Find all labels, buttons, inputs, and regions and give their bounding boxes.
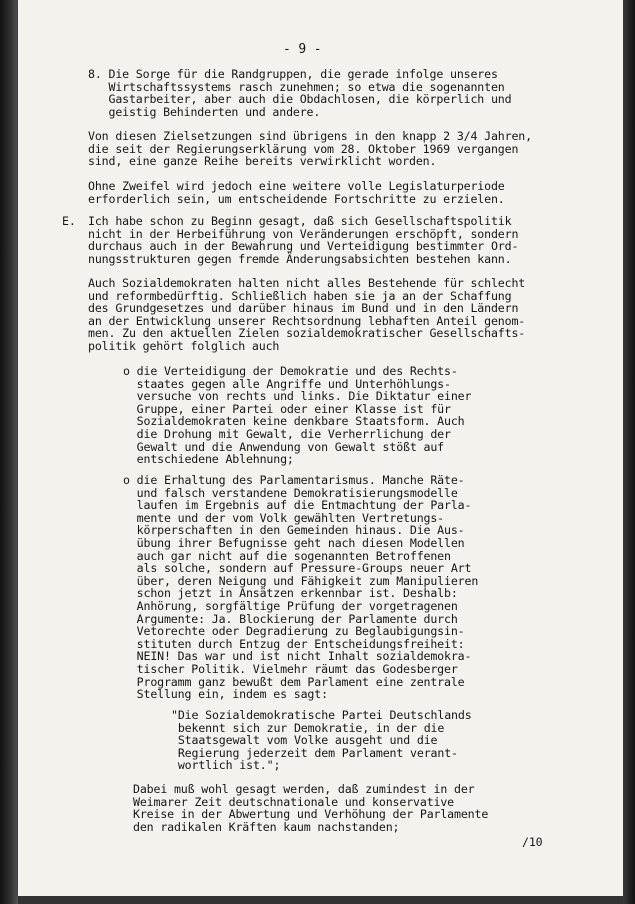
scan-bottom-edge [18, 896, 623, 904]
scan-left-edge [0, 0, 18, 904]
quote-godesberger-programm: "Die Sozialdemokratische Partei Deutschlands bekennt sich zur Demokratie, in der die Staatsgewalt vom Volke ausgeht und die Regierung jederzeit dem Parlament verant- wortlich ist."; [171, 708, 472, 773]
page-number: - 9 - [283, 42, 322, 57]
section-e-marker: E. [62, 214, 76, 228]
list-item-8: 8. Die Sorge für die Randgruppen, die gerade infolge unseres Wirtschaftssystems rasch zunehmen; so etwa die sogenannten Gastarbeiter, aber auch die Obdachlosen, die körperlich und geistig Behinderten und andere. [88, 67, 512, 119]
paragraph-sozialdemokraten: Auch Sozialdemokraten halten nicht alles Bestehende für schlecht und reformbedürftig. Schließlich haben sie ja an der Schaffung des Grundgesetzes und darüber hinaus im Bund und in den Ländern an der Entwicklung unserer Rechtsordnung lebhaften Anteil genom- men. Zu den aktuellen Zielen sozialdemokratischer Gesellschafts- politik gehört folglich auch [88, 276, 526, 353]
paragraph-zweifel: Ohne Zweifel wird jedoch eine weitere volle Legislaturperiode erforderlich sein, um entscheidende Fortschritte zu erzielen. [88, 179, 505, 206]
bullet-verteidigung-demokratie: o die Verteidigung der Demokratie und des Rechts- staates gegen alle Angriffe und Unterhöhlungs- versuche von rechts und links. Die Diktatur einer Gruppe, einer Partei oder einer Klasse ist für Sozialdemokraten keine denkbare Staatsform. Auch die Drohung mit Gewalt, die Verherrlichung der Gewalt und die Anwendung von Gewalt stößt auf entschiedene Ablehnung; [123, 364, 472, 467]
scan-right-edge [623, 0, 635, 904]
section-e-text: Ich habe schon zu Beginn gesagt, daß sich Gesellschaftspolitik nicht in der Herbeiführung von Veränderungen erschöpft, sondern durchaus auch in der Bewahrung und Verteidigung bestimmter Ord- nungsstrukturen gegen fremde Änderungsabsichten bestehen kann. [88, 214, 519, 266]
bullet-erhaltung-parlamentarismus: o die Erhaltung des Parlamentarismus. Manche Räte- und falsch verstandene Demokratisierungsmodelle laufen im Ergebnis auf die Entmachtung der Parla- mente und der vom Volk gewählten Vertretungs- körperschaften in den Gemeinden hinaus. Die Aus- übung ihrer Befugnisse geht nach diesen Modellen auch gar nicht auf die sogenannten Betroffenen als solche, sondern auf Pressure-Groups neuer Art über, deren Neigung und Fähigkeit zum Manipulieren schon jetzt in Ansätzen erkennbar ist. Deshalb: Anhörung, sorgfältige Prüfung der vorgetragenen Argumente: Ja. Blockierung der Parlamente durch Vetorechte oder Degradierung zu Beglaubigungsin- stituten durch Entzug der Entscheidungsfreiheit: NEIN! Das war und ist nicht Inhalt sozialdemokra- tischer Politik. Vielmehr räumt das Godesberger Programm ganz bewußt dem Parlament eine zentrale Stellung ein, indem es sagt: [123, 473, 479, 702]
continuation-marker: /10 [522, 835, 543, 849]
paragraph-zielsetzungen: Von diesen Zielsetzungen sind übrigens in den knapp 2 3/4 Jahren, die seit der Regierungserklärung vom 28. Oktober 1969 vergangen sind, eine ganze Reihe bereits verwirklicht worden. [88, 129, 532, 169]
paragraph-weimar: Dabei muß wohl gesagt werden, daß zumindest in der Weimarer Zeit deutschnationale und konservative Kreise in der Abwertung und Verhöhung der Parlamente den radikalen Kräften kaum nachstanden; [133, 782, 489, 834]
